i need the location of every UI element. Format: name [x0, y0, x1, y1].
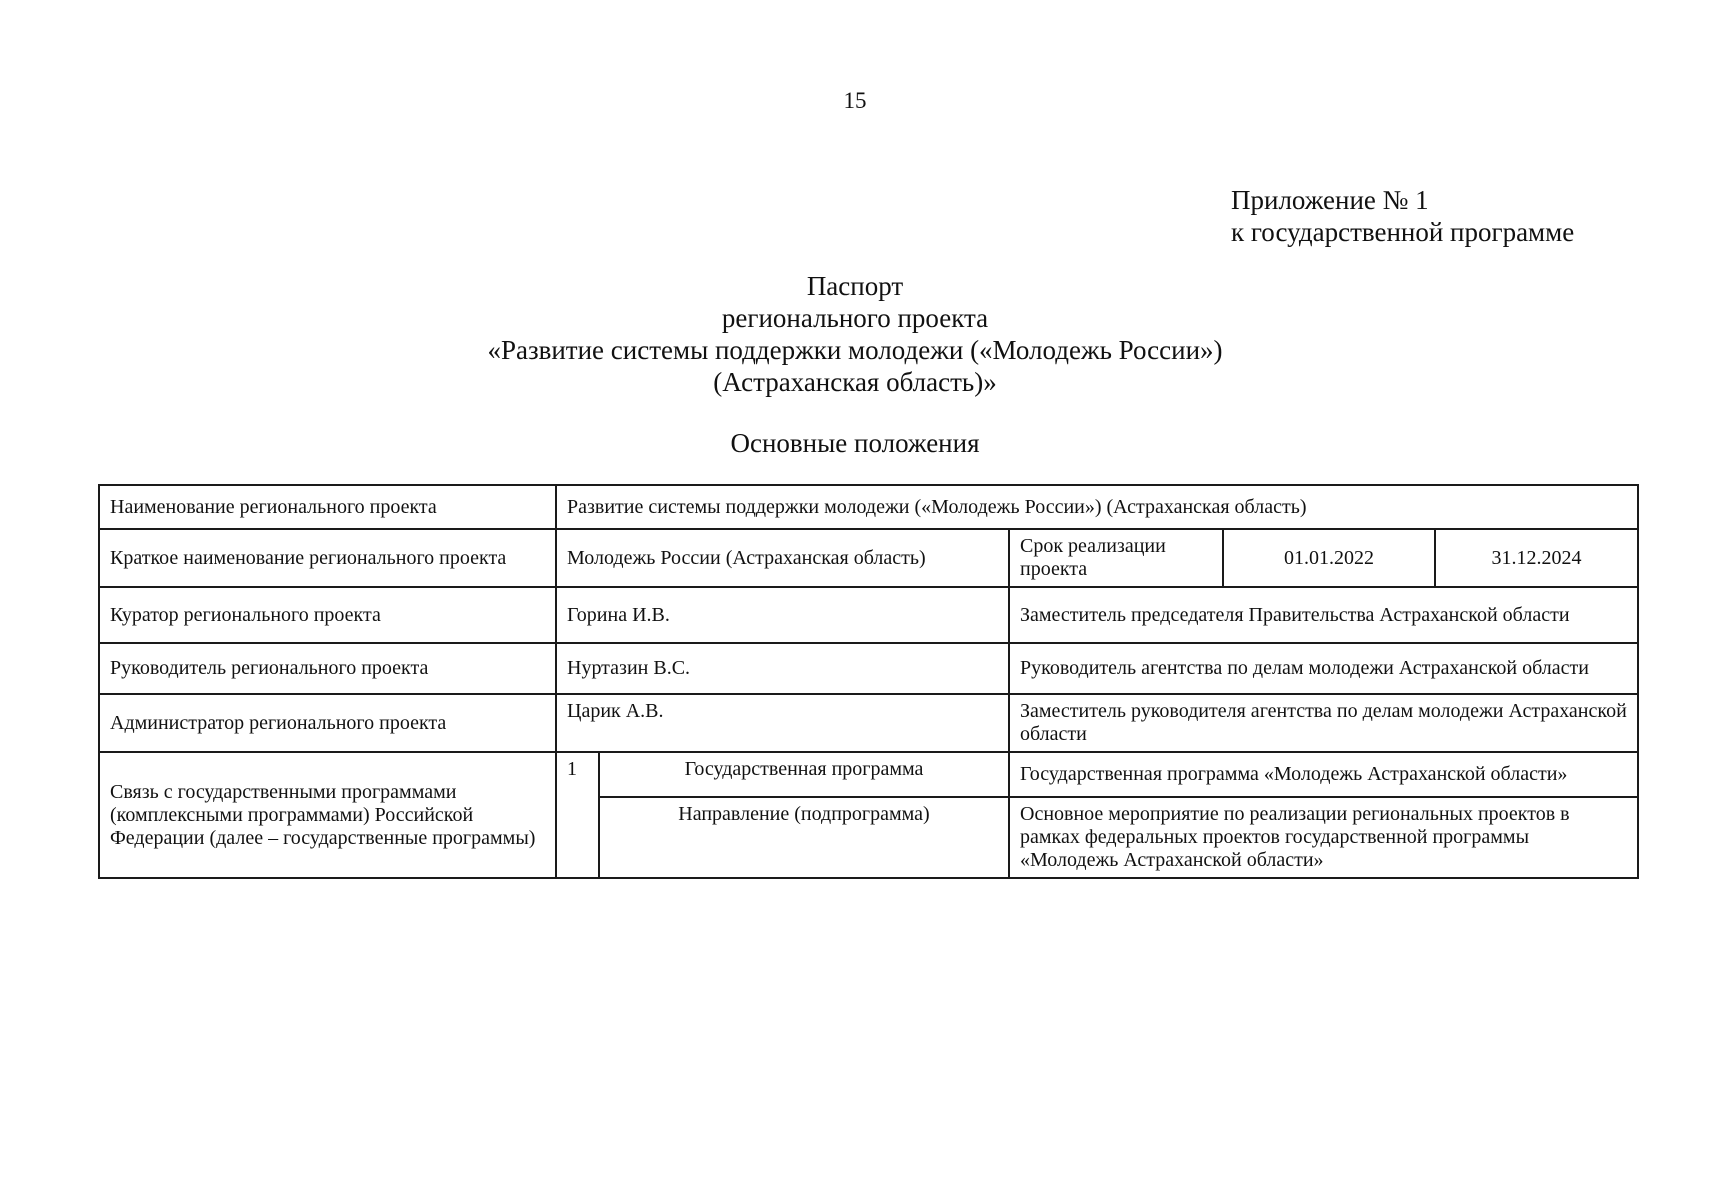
appendix-note [1231, 184, 1574, 248]
table-row-project-name [99, 485, 1638, 529]
program-label: Государственная программа [599, 752, 1009, 797]
title-line-1: Паспорт [806, 271, 904, 301]
administrator-position: Заместитель руководителя агентства по делам молодежи Астраханской области [1009, 694, 1638, 752]
project-name-value: Развитие системы поддержки молодежи («Молодежь России») (Астраханская область) [556, 485, 1638, 529]
table-row-program [99, 752, 1638, 797]
table-row-head [99, 643, 1638, 694]
head-label: Руководитель регионального проекта [99, 643, 556, 694]
title-line-4: (Астраханская область)» [713, 367, 997, 397]
program-value: Государственная программа «Молодежь Астраханской области» [1009, 752, 1638, 797]
head-name: Нуртазин В.С. [556, 643, 1009, 694]
administrator-name: Царик А.В. [556, 694, 1009, 752]
short-name-value: Молодежь России (Астраханская область) [556, 529, 1009, 587]
page-number: 15 [843, 88, 867, 113]
appendix-line-2: к государственной программе [1231, 217, 1575, 247]
curator-label: Куратор регионального проекта [99, 587, 556, 643]
curator-position: Заместитель председателя Правительства Астраханской области [1009, 587, 1638, 643]
direction-label: Направление (подпрограмма) [599, 797, 1009, 878]
table-row-curator [99, 587, 1638, 643]
table-row-short-name [99, 529, 1638, 587]
head-position: Руководитель агентства по делам молодежи Астраханской области [1009, 643, 1638, 694]
program-number: 1 [556, 752, 599, 878]
passport-table [98, 484, 1639, 879]
section-heading: Основные положения [730, 428, 980, 458]
programs-label: Связь с государственными программами (комплексными программами) Российской Федерации (далее – государственные программы) [99, 752, 556, 878]
document-title [0, 270, 1710, 398]
table-row-administrator [99, 694, 1638, 752]
start-date: 01.01.2022 [1223, 529, 1435, 587]
direction-value: Основное мероприятие по реализации региональных проектов в рамках федеральных проектов государственной программы «Молодежь Астраханской области» [1009, 797, 1638, 878]
title-line-2: регионального проекта [721, 303, 989, 333]
title-line-3: «Развитие системы поддержки молодежи («Молодежь России») [487, 335, 1223, 365]
appendix-line-1: Приложение № 1 [1231, 185, 1429, 215]
term-label: Срок реализации проекта [1009, 529, 1223, 587]
project-name-label: Наименование регионального проекта [99, 485, 556, 529]
short-name-label: Краткое наименование регионального проекта [99, 529, 556, 587]
administrator-label: Администратор регионального проекта [99, 694, 556, 752]
end-date: 31.12.2024 [1435, 529, 1638, 587]
curator-name: Горина И.В. [556, 587, 1009, 643]
